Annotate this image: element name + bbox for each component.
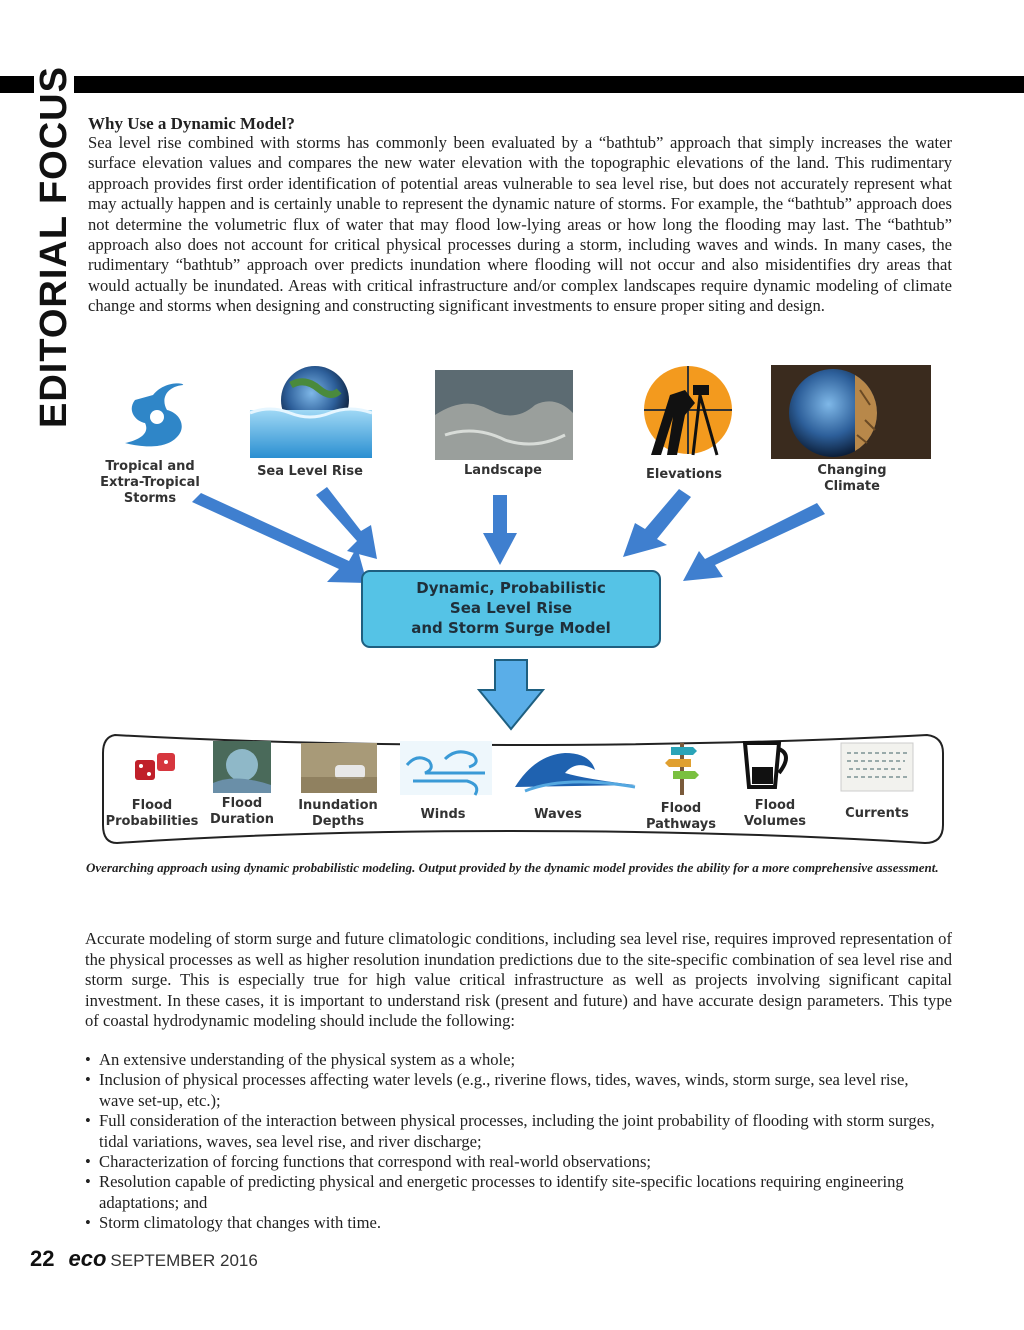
svg-text:FloodVolumes [744,798,806,829]
input-arrow [683,503,825,581]
output-label: Flood [754,798,796,813]
changing-climate-icon [771,365,931,459]
input-label: Storms [123,491,177,506]
list-item: • Full consideration of the interaction between physical processes, including the joint probability of flooding with storm surges, tidal variations, waves, sea level rise, and river discharge; [85,1111,945,1152]
output-label: Volumes [743,814,807,829]
model-label: and Storm Surge Model [411,619,611,637]
svg-text:Landscape [464,463,542,478]
requirements-list [85,1050,945,1234]
model-label: Dynamic, Probabilistic [416,579,606,597]
input-label: Elevations [646,467,722,482]
output-label: Waves [534,807,582,822]
intro-paragraph: Sea level rise combined with storms has commonly been evaluated by a “bathtub” approach that simply increases the water surface elevation values and compares the new water elevation with the topographic elevations of the land. This rudimentary approach provides first order identification of potential areas vulnerable to sea level rise, but does not accurately represent what may actually happen and is certainly unable to represent the dynamic nature of storms. For example, the “bathtub” approach does not determine the volumetric flux of water that may flood low-lying areas or how long the flooding may last. The “bathtub” approach also does not account for critical physical processes during a storm, including waves and winds. In many cases, the rudimentary “bathtub” approach over predicts inundation where flooding will not occur and also misidentifies dry areas that would actually be inundated. Areas with critical infrastructure and/or complex landscapes require dynamic modeling of climate change and storms when designing and constructing significant investments to ensure proper siting and design. [88,133,952,316]
svg-text:FloodPathways [646,801,716,832]
svg-text:Sea Level Rise [257,464,363,479]
svg-text:InundationDepths [298,798,378,829]
svg-text:FloodProbabilities [106,798,199,829]
signpost-icon [665,743,699,795]
storm-icon [125,383,183,446]
input-arrow [316,487,377,559]
figure-caption: Overarching approach using dynamic probabilistic modeling. Output provided by the dynamic model provides the ability for a more comprehensive assessment. [86,860,939,875]
input-label: Landscape [464,463,542,478]
output-label: Winds [420,807,466,822]
output-label: Flood [660,801,702,816]
currents-map-icon [841,743,913,791]
list-item: • An extensive understanding of the physical system as a whole; [85,1050,945,1070]
output-label: Currents [845,806,909,821]
output-label: Pathways [645,817,717,832]
list-item: • Characterization of forcing functions that correspond with real-world observations; [85,1152,945,1172]
svg-text:Currents [845,806,909,821]
input-arrows [192,487,825,583]
input-label: Climate [824,479,880,494]
svg-text:Waves [534,807,582,822]
input-arrow [623,489,691,557]
article-heading: Why Use a Dynamic Model? [88,114,295,133]
issue-date: SEPTEMBER 2016 [110,1251,258,1270]
output-arrow [479,660,543,729]
output-label: Duration [209,812,275,827]
input-label: Changing [817,463,887,478]
output-label: Flood [221,796,263,811]
svg-text:Tropical andExtra-TropicalStor [100,459,200,506]
section-tag: EDITORIAL FOCUS [34,60,74,428]
page-footer [30,1246,258,1272]
flood-duration-icon [213,741,271,793]
header-rule [0,76,1024,93]
svg-text:ChangingClimate [817,463,886,494]
magazine-logo: eco [68,1246,107,1271]
svg-text:FloodDuration [210,796,274,827]
input-arrow [483,495,517,565]
landscape-icon [435,370,573,460]
input-label: Extra-Tropical [100,475,200,490]
output-label: Inundation [298,798,378,813]
dice-icon [135,753,175,780]
winds-icon [400,741,492,795]
body-paragraph: Accurate modeling of storm surge and future climatologic conditions, including sea level rise, requires improved representation of the physical processes as well as higher resolution inundation predictions due to the site-specific combination of sea level rise and storm surge. This is especially true for high value critical infrastructure as well as projects involving significant capital investment. In these cases, it is important to understand risk (present and future) and have accurate design parameters. This type of coastal hydrodynamic modeling should include the following: [85,929,952,1030]
svg-text:Elevations [646,467,722,482]
list-item: • Inclusion of physical processes affecting water levels (e.g., riverine flows, tides, waves, winds, storm surge, sea level rise, wave set-up, etc.); [85,1070,945,1111]
measuring-cup-icon [745,743,786,787]
approach-diagram [95,355,955,855]
model-label: Sea Level Rise [449,599,573,617]
page-number: 22 [30,1246,55,1271]
input-label: Sea Level Rise [257,464,363,479]
list-item: • Resolution capable of predicting physical and energetic processes to identify site-specific locations requiring engineering adaptations; and [85,1172,945,1213]
waves-icon [515,753,635,791]
output-label: Depths [311,814,365,829]
elevations-icon [644,366,732,455]
inundation-depths-icon [301,743,377,793]
output-label: Flood [131,798,173,813]
input-label: Tropical and [105,459,195,474]
list-item: • Storm climatology that changes with time. [85,1213,945,1233]
sea-level-rise-icon [250,366,372,458]
svg-text:Winds [420,807,465,822]
output-label: Probabilities [105,814,199,829]
